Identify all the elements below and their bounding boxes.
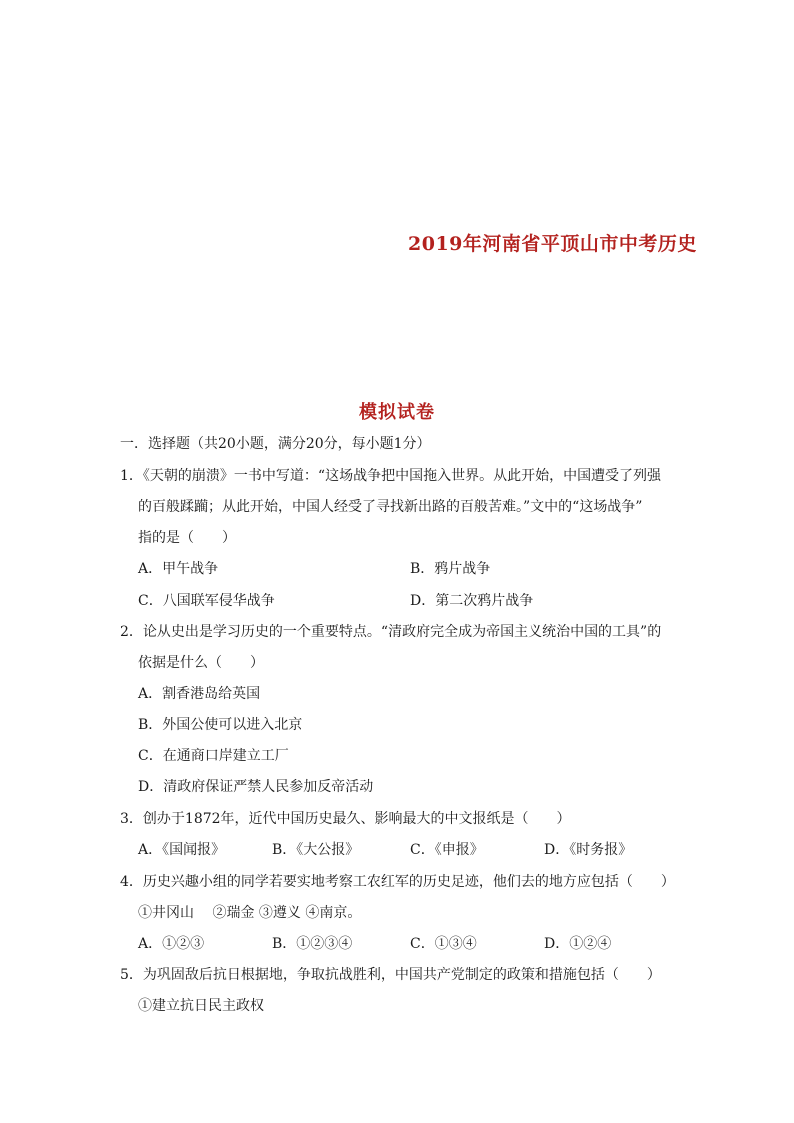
question-1-stem-line2: 的百般蹂躏；从此开始，中国人经受了寻找新出路的百般苦难。”文中的“这场战争” — [138, 499, 643, 515]
question-3-option-d: D．《时务报》 — [544, 842, 633, 858]
question-3-option-c: C．《申报》 — [410, 842, 484, 858]
question-3-option-a: A．《国闻报》 — [138, 842, 226, 858]
question-3-option-b: B．《大公报》 — [272, 842, 360, 858]
question-2-stem-line2: 依据是什么（ ） — [138, 655, 264, 671]
question-3-stem-line1: 3．创办于1872年，近代中国历史最久、影响最大的中文报纸是（ ） — [120, 811, 571, 827]
question-1-option-d: D．第二次鸦片战争 — [410, 593, 534, 609]
question-2-option-b: B．外国公使可以进入北京 — [138, 717, 303, 733]
question-4-stem-line2: ①井冈山 ②瑞金 ③遵义 ④南京。 — [138, 905, 362, 921]
section-heading: 一．选择题（共20小题，满分20分，每小题1分） — [120, 436, 431, 452]
question-4-option-d: D．①②④ — [544, 936, 612, 952]
question-1-option-a: A．甲午战争 — [138, 561, 219, 577]
question-2-option-c: C．在通商口岸建立工厂 — [138, 748, 289, 764]
question-1-option-c: C．八国联军侵华战争 — [138, 593, 275, 609]
document-title: 2019年河南省平顶山市中考历史 — [408, 233, 697, 255]
question-1-stem-line1: 1．《天朝的崩溃》一书中写道：“这场战争把中国拖入世界。从此开始，中国遭受了列强 — [120, 468, 662, 484]
question-4-option-c: C．①③④ — [410, 936, 477, 952]
question-5-stem-line2: ①建立抗日民主政权 — [138, 998, 264, 1014]
question-5-stem-line1: 5．为巩固敌后抗日根据地，争取抗战胜利，中国共产党制定的政策和措施包括（ ） — [120, 967, 661, 983]
question-2-option-d: D．清政府保证严禁人民参加反帝活动 — [138, 779, 374, 795]
question-2-stem-line1: 2．论从史出是学习历史的一个重要特点。“清政府完全成为帝国主义统治中国的工具”的 — [120, 624, 662, 640]
question-1-option-b: B．鸦片战争 — [410, 561, 491, 577]
question-4-option-a: A．①②③ — [138, 936, 205, 952]
question-1-stem-line3: 指的是（ ） — [138, 530, 236, 546]
question-2-option-a: A．割香港岛给英国 — [138, 686, 261, 702]
question-4-option-b: B．①②③④ — [272, 936, 353, 952]
question-4-stem-line1: 4．历史兴趣小组的同学若要实地考察工农红军的历史足迹，他们去的地方应包括（ ） — [120, 874, 675, 890]
document-subtitle: 模拟试卷 — [359, 402, 435, 423]
